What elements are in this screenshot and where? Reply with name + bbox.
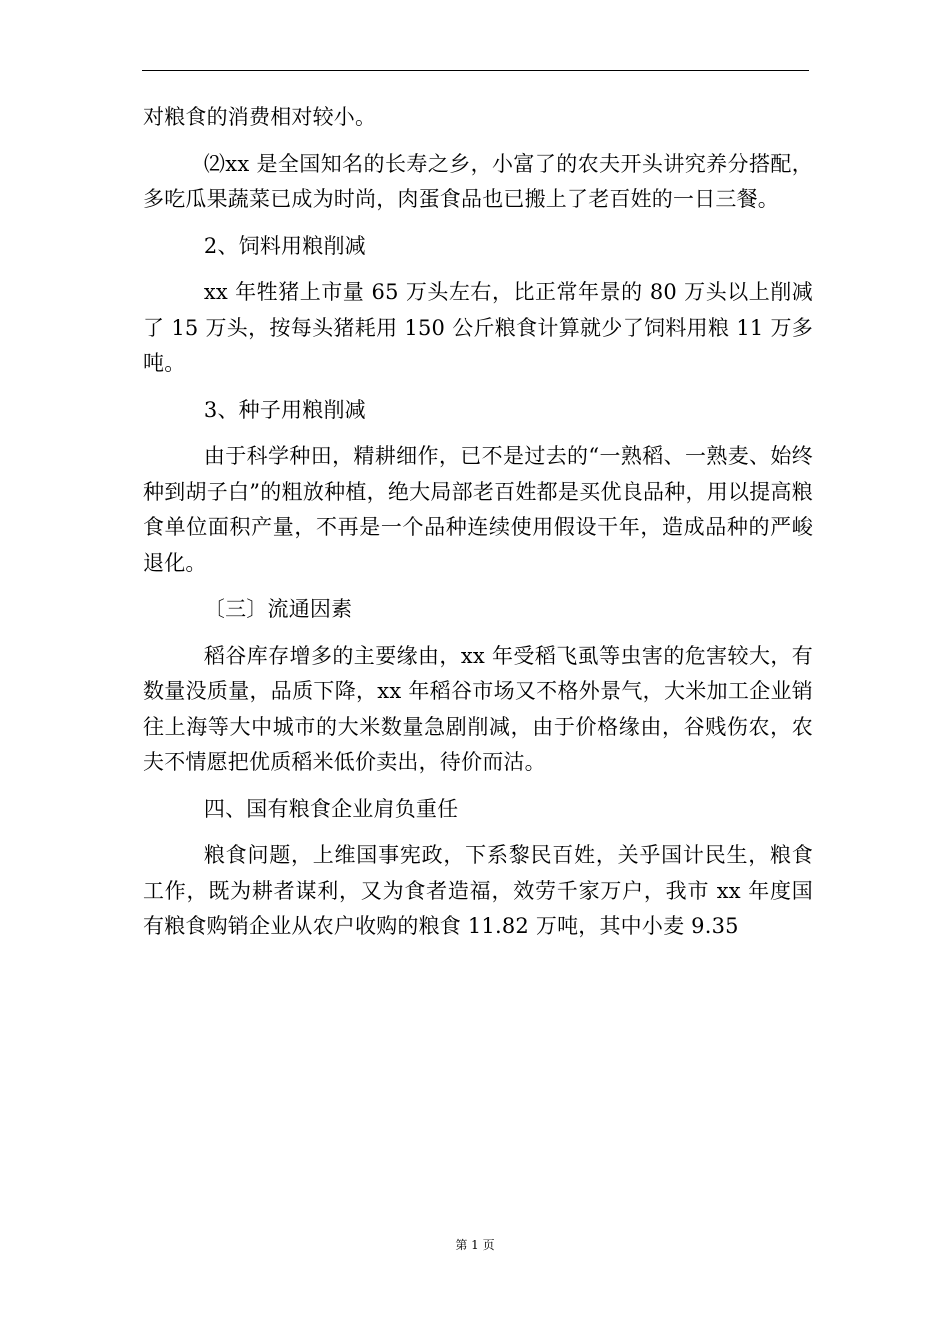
page-number: 第 1 页 bbox=[455, 1238, 495, 1252]
section-heading: 四、国有粮食企业肩负重任 bbox=[203, 796, 459, 821]
section-heading: 〔三〕流通因素 bbox=[203, 597, 353, 621]
section-heading: 3、种子用粮削减 bbox=[203, 397, 366, 422]
paragraph: ⑵xx 是全国知名的长寿之乡，小富了的农夫开头讲究养分搭配，多吃瓜果蔬菜已成为时尚，肉蛋食品也已搬上了老百姓的一日三餐。 bbox=[143, 151, 813, 211]
header-rule bbox=[142, 70, 809, 71]
paragraph: xx 年牲猪上市量 65 万头左右，比正常年景的 80 万头以上削减了 15 万头，按每头猪耗用 150 公斤粮食计算就少了饲料用粮 11 万多吨。 bbox=[143, 280, 813, 375]
document-body bbox=[143, 100, 813, 956]
section-heading: 2、饲料用粮削减 bbox=[203, 233, 366, 258]
paragraph: 稻谷库存增多的主要缘由，xx 年受稻飞虱等虫害的危害较大，有数量没质量，品质下降，xx 年稻谷市场又不格外景气，大米加工企业销往上海等大中城市的大米数量急剧削减，由于价格缘由，谷贱伤农，农夫不情愿把优质稻米低价卖出，待价而沽。 bbox=[143, 643, 813, 774]
paragraph: 由于科学种田，精耕细作，已不是过去的“一熟稻、一熟麦、始终种到胡子白”的粗放种植，绝大局部老百姓都是买优良品种，用以提高粮食单位面积产量，不再是一个品种连续使用假设干年，造成品种的严峻退化。 bbox=[143, 444, 813, 575]
paragraph: 粮食问题，上维国事宪政，下系黎民百姓，关乎国计民生，粮食工作，既为耕者谋利，又为食者造福，效劳千家万户，我市 xx 年度国有粮食购销企业从农户收购的粮食 11.82 万吨，其中小麦 9.35 bbox=[143, 843, 813, 938]
paragraph-continuation: 对粮食的消费相对较小。 bbox=[143, 105, 377, 129]
